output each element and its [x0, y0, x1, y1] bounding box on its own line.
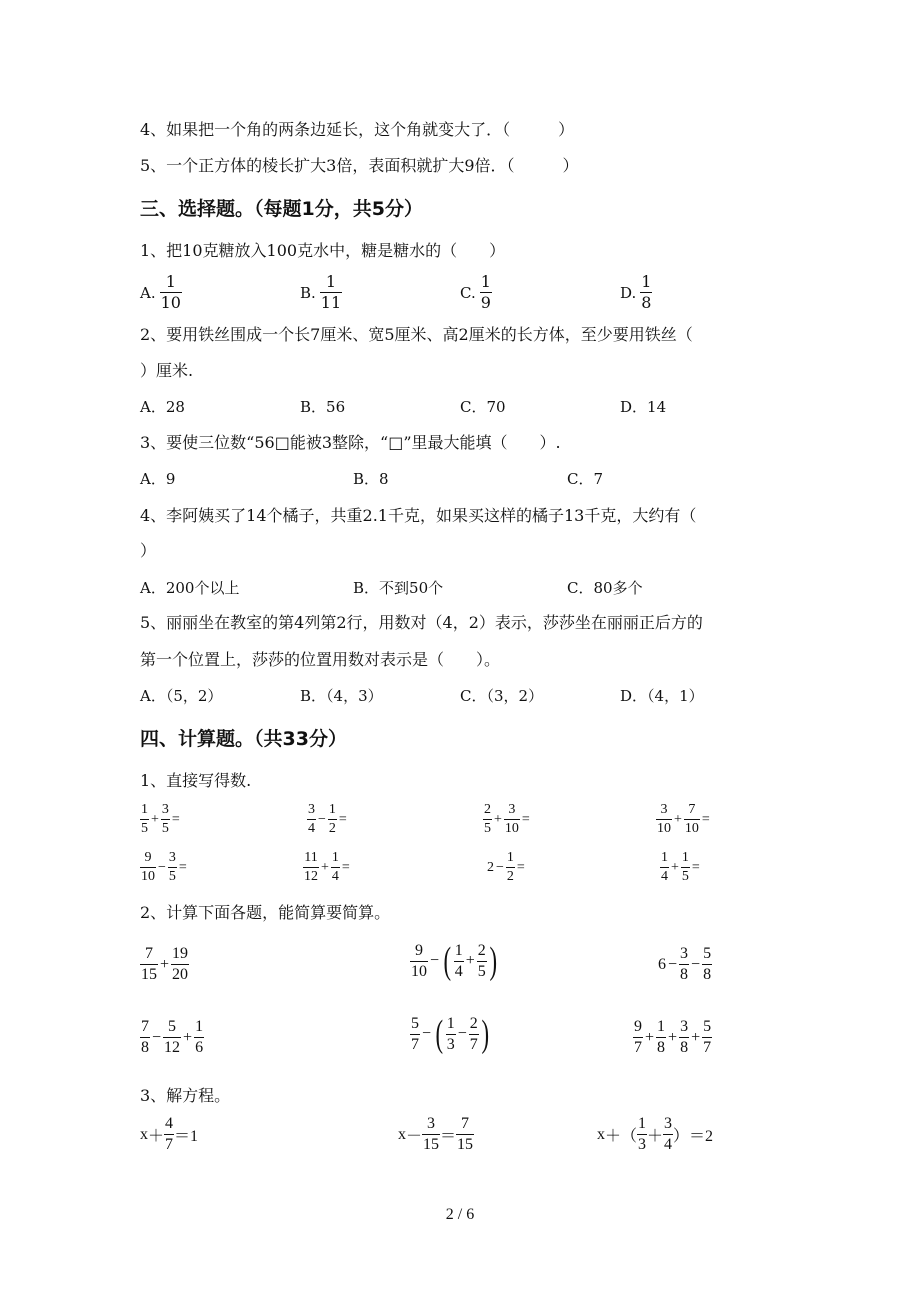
- direct-calc-2: $\frac{3}{4}$ − $\frac{1}{2}$ =: [308, 802, 347, 836]
- choice-q1-text: 1、把10克糖放入100克水中，糖是糖水的（ ）: [140, 241, 506, 260]
- choice-q4-option-a: A．200个以上: [140, 579, 240, 597]
- section-3-heading: 三、选择题。（每题1分，共5分）: [140, 198, 423, 220]
- calc-expr-6: $\frac{9}{7}$ + $\frac{1}{8}$ + $\frac{3}{8}$ + $\frac{5}{7}$: [634, 1018, 712, 1056]
- calc-expr-1: $\frac{7}{15}$ + $\frac{19}{20}$: [141, 945, 189, 983]
- choice-q5-line1: 5、丽丽坐在教室的第4列第2行，用数对（4，2）表示，莎莎坐在丽丽正后方的: [140, 613, 703, 632]
- choice-q4-line2: ）: [140, 541, 157, 560]
- calc-expr-2: $\frac{9}{10}$ − ( $\frac{1}{4}$ + $\frac{2}{5}$ ): [411, 940, 497, 982]
- choice-q1-option-d: D. $\frac{1}{8}$: [620, 272, 652, 312]
- direct-calc-7: 2 − $\frac{1}{2}$ =: [487, 850, 525, 884]
- section-4-heading: 四、计算题。（共33分）: [140, 728, 347, 750]
- choice-q2-option-a: A．28: [140, 398, 185, 416]
- direct-calc-4: $\frac{3}{10}$ + $\frac{7}{10}$ =: [657, 802, 710, 836]
- calc-q3-title: 3、解方程。: [140, 1086, 231, 1105]
- equation-2: x － $\frac{3}{15}$ ＝ $\frac{7}{15}$: [398, 1115, 474, 1153]
- choice-q5-line2: 第一个位置上，莎莎的位置用数对表示是（ ）。: [140, 650, 501, 669]
- choice-q5-option-b: B．（4，3）: [300, 687, 383, 705]
- choice-q4-option-c: C．80多个: [567, 579, 643, 597]
- choice-q3-text: 3、要使三位数“56□能被3整除，“□”里最大能填（ ）.: [140, 433, 561, 452]
- judgement-item-4: 4、如果把一个角的两条边延长，这个角就变大了．（ ）: [140, 120, 575, 139]
- choice-q2-line1: 2、要用铁丝围成一个长7厘米、宽5厘米、高2厘米的长方体，至少要用铁丝（: [140, 325, 693, 344]
- choice-q1-option-a: A. $\frac{1}{10}$: [140, 272, 181, 312]
- choice-q3-option-a: A．9: [140, 470, 176, 488]
- direct-calc-1: $\frac{1}{5}$ + $\frac{3}{5}$ =: [141, 802, 180, 836]
- choice-q3-option-c: C．7: [567, 470, 604, 488]
- direct-calc-8: $\frac{1}{4}$ + $\frac{1}{5}$ =: [661, 850, 700, 884]
- choice-q3-option-b: B．8: [353, 470, 389, 488]
- choice-q1-option-c: C. $\frac{1}{9}$: [460, 272, 491, 312]
- direct-calc-5: $\frac{9}{10}$ − $\frac{3}{5}$ =: [141, 850, 187, 884]
- calc-q1-title: 1、直接写得数.: [140, 771, 252, 790]
- calc-q2-title: 2、计算下面各题，能简算要简算。: [140, 903, 391, 922]
- page-number: 2 / 6: [445, 1206, 475, 1223]
- choice-q5-option-d: D．（4，1）: [620, 687, 704, 705]
- calc-expr-5: $\frac{5}{7}$ − ( $\frac{1}{3}$ − $\frac{2}{7}$ ): [411, 1013, 489, 1055]
- choice-q4-line1: 4、李阿姨买了14个橘子，共重2.1千克，如果买这样的橘子13千克，大约有（: [140, 506, 697, 525]
- direct-calc-3: $\frac{2}{5}$ + $\frac{3}{10}$ =: [484, 802, 530, 836]
- choice-q5-option-c: C．（3，2）: [460, 687, 544, 705]
- equation-1: x ＋ $\frac{4}{7}$ ＝1: [140, 1115, 199, 1153]
- calc-expr-4: $\frac{7}{8}$ − $\frac{5}{12}$ + $\frac{1}{6}$: [141, 1018, 204, 1056]
- choice-q4-option-b: B．不到50个: [353, 579, 444, 597]
- calc-expr-3: 6 − $\frac{3}{8}$ − $\frac{5}{8}$: [658, 945, 712, 983]
- choice-q5-option-a: A．（5，2）: [140, 687, 223, 705]
- judgement-item-5: 5、一个正方体的棱长扩大3倍，表面积就扩大9倍．（ ）: [140, 156, 579, 175]
- choice-q2-option-d: D．14: [620, 398, 667, 416]
- equation-3: x ＋ （ $\frac{1}{3}$ ＋ $\frac{3}{4}$ ）＝2: [597, 1115, 714, 1153]
- direct-calc-6: $\frac{11}{12}$ + $\frac{1}{4}$ =: [304, 850, 350, 884]
- choice-q2-option-c: C．70: [460, 398, 506, 416]
- choice-q1-option-b: B. $\frac{1}{11}$: [300, 272, 342, 312]
- choice-q2-line2: ）厘米.: [140, 361, 194, 380]
- choice-q2-option-b: B．56: [300, 398, 346, 416]
